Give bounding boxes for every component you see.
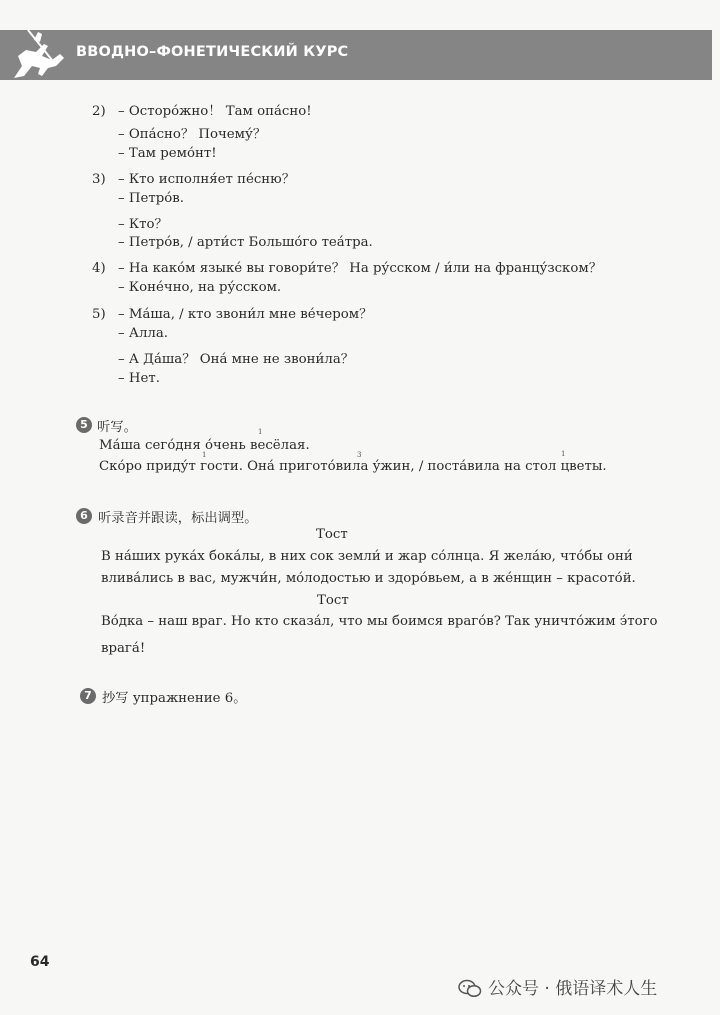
toast-line: врага́! (101, 641, 146, 656)
intonation-mark: 1 (202, 451, 207, 459)
dialogue-line: 5) – Ма́ша, / кто звони́л мне ве́чером？ (92, 307, 373, 322)
intonation-mark: 3 (357, 451, 362, 459)
toast-line: Во́дка – наш враг. Но кто сказа́л, что мы боимся враго́в? Так уничто́жим э́того (101, 614, 658, 629)
page-number: 64 (30, 954, 50, 970)
dialogue-line: 2) – Осторо́жно！ Там опа́сно! (92, 104, 312, 119)
exercise-7-instruction: 抄写 упражнение 6。 (102, 691, 247, 706)
toast-line: В на́ших рука́х бока́лы, в них сок земли́ и жар со́лнца. Я жела́ю, что́бы они́ (101, 549, 633, 564)
header-title: ВВОДНО–ФОНЕТИЧЕСКИЙ КУРС (76, 44, 349, 60)
wechat-icon (458, 979, 482, 999)
dialogue-line: – Петро́в. (118, 191, 184, 206)
dictation-line: Ско́ро приду́т гости. Она́ пригото́вила у́жин, / поста́вила на стол цветы. (99, 459, 607, 474)
exercise-6-instruction: 听录音并跟读，标出调型。 (98, 511, 258, 526)
watermark (458, 974, 657, 999)
dialogue-line: – Там ремо́нт! (118, 146, 217, 161)
dialogue-number: 4) (92, 261, 106, 276)
toast-title: Тост (316, 527, 348, 542)
dialogue-line: – Опа́сно？ Почему́？ (118, 127, 267, 142)
dialogue-line: – Кто？ (118, 217, 168, 232)
dialogue-line: – Нет. (118, 371, 160, 386)
horseman-logo-icon (8, 26, 74, 84)
intonation-mark: 1 (258, 428, 263, 436)
dialogue-line: 3) – Кто исполня́ет пе́сню？ (92, 172, 295, 187)
dialogue-line: 4) – На како́м языке́ вы говори́те？ На ру́сском / и́ли на францу́зском？ (92, 261, 602, 276)
dialogue-line: – Петро́в, / арти́ст Большо́го теа́тра. (118, 235, 373, 250)
dialogue-line: – Коне́чно, на ру́сском. (118, 280, 282, 295)
dialogue-line: – А Да́ша？ Она́ мне не звони́ла？ (118, 352, 355, 367)
dialogue-number: 5) (92, 307, 106, 322)
dialogue-number: 3) (92, 172, 106, 187)
watermark-text: 公众号 · 俄语译术人生 (488, 979, 658, 999)
dialogue-number: 2) (92, 104, 106, 119)
toast-line: влива́лись в вас, мужчи́н, мо́лодостью и здоро́вьем, а в же́нщин – красото́й. (101, 571, 636, 586)
exercise-number-badge: 6 (76, 508, 92, 524)
intonation-mark: 1 (561, 450, 566, 458)
dialogue-line: – Алла. (118, 326, 168, 341)
exercise-5-instruction: 听写。 (97, 420, 137, 435)
chapter-header (0, 30, 712, 80)
exercise-number-badge: 5 (76, 417, 92, 433)
exercise-number-badge: 7 (80, 688, 96, 704)
toast-title: Тост (317, 593, 349, 608)
dictation-line: Ма́ша сего́дня о́чень весёлая. (99, 438, 310, 453)
